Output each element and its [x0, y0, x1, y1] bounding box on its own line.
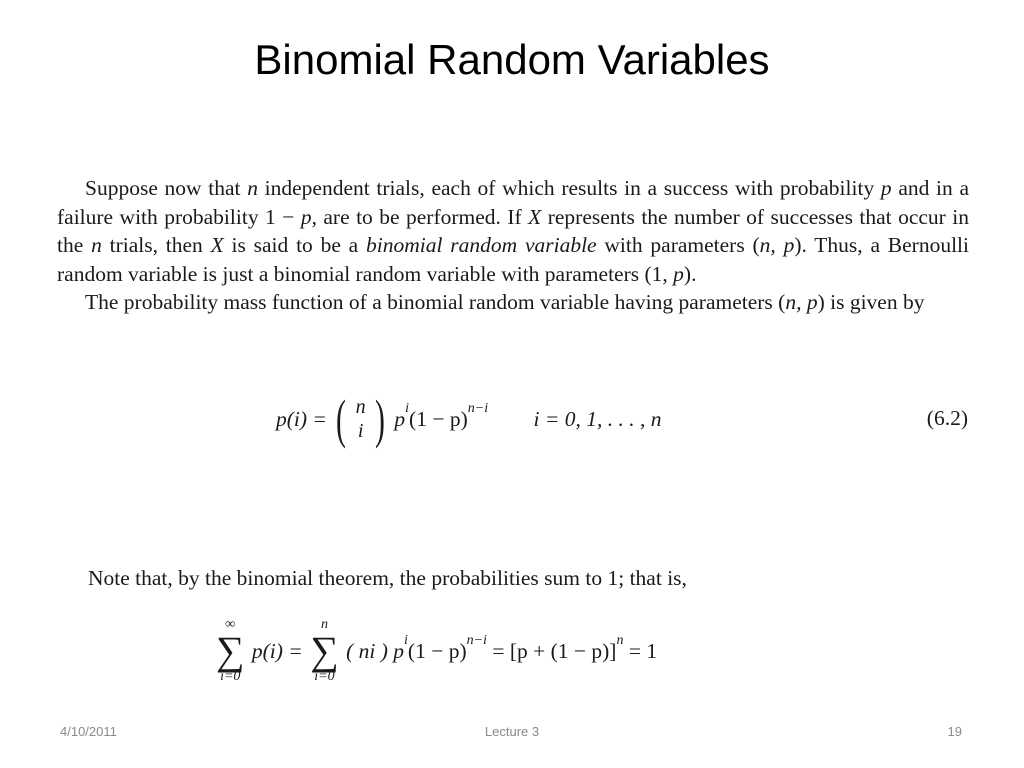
left-paren: ( [336, 389, 347, 449]
summation-n: n ∑ i=0 [310, 617, 339, 684]
inline-binomial: ( ni ) [346, 638, 388, 663]
index-range: i = 0, 1, . . . , n [533, 406, 662, 431]
slide-number: 19 [947, 724, 962, 739]
slide-title: Binomial Random Variables [254, 36, 770, 83]
pmf-lhs: p(i) = [276, 406, 327, 431]
pmf-equation: p(i) = ( n i ) pi(1 − p)n−i i = 0, 1, . . . , n [276, 389, 662, 449]
paragraph-pmf-intro: The probability mass function of a binomial random variable having parameters (n, p) is given by [85, 290, 925, 314]
note-text: Note that, by the binomial theorem, the probabilities sum to 1; that is, [88, 566, 687, 590]
right-paren: ) [375, 389, 385, 449]
definition-paragraphs [57, 174, 969, 317]
equation-number: (6.2) [926, 406, 968, 430]
binomial-coefficient: n i [355, 396, 366, 442]
footer-center: Lecture 3 [484, 724, 540, 739]
paragraph-definition: Suppose now that n independent trials, each of which results in a success with probability p and in a failure with probability 1 − p, are to be performed. If X represents the number of successes that occur in the n trials, then X is said to be a binomial random variable with parameters (n, p). Thus, a Bernoulli random variable is just a binomial random variable with parameters (1, p). [57, 176, 970, 286]
sum-equation: ∞ ∑ i=0 p(i) = n ∑ i=0 ( ni ) pi(1 − p)n−i = [p + (1 − p)]n = 1 [216, 617, 658, 684]
footer-date: 4/10/2011 [60, 724, 117, 739]
summation-infinity: ∞ ∑ i=0 [216, 617, 245, 684]
